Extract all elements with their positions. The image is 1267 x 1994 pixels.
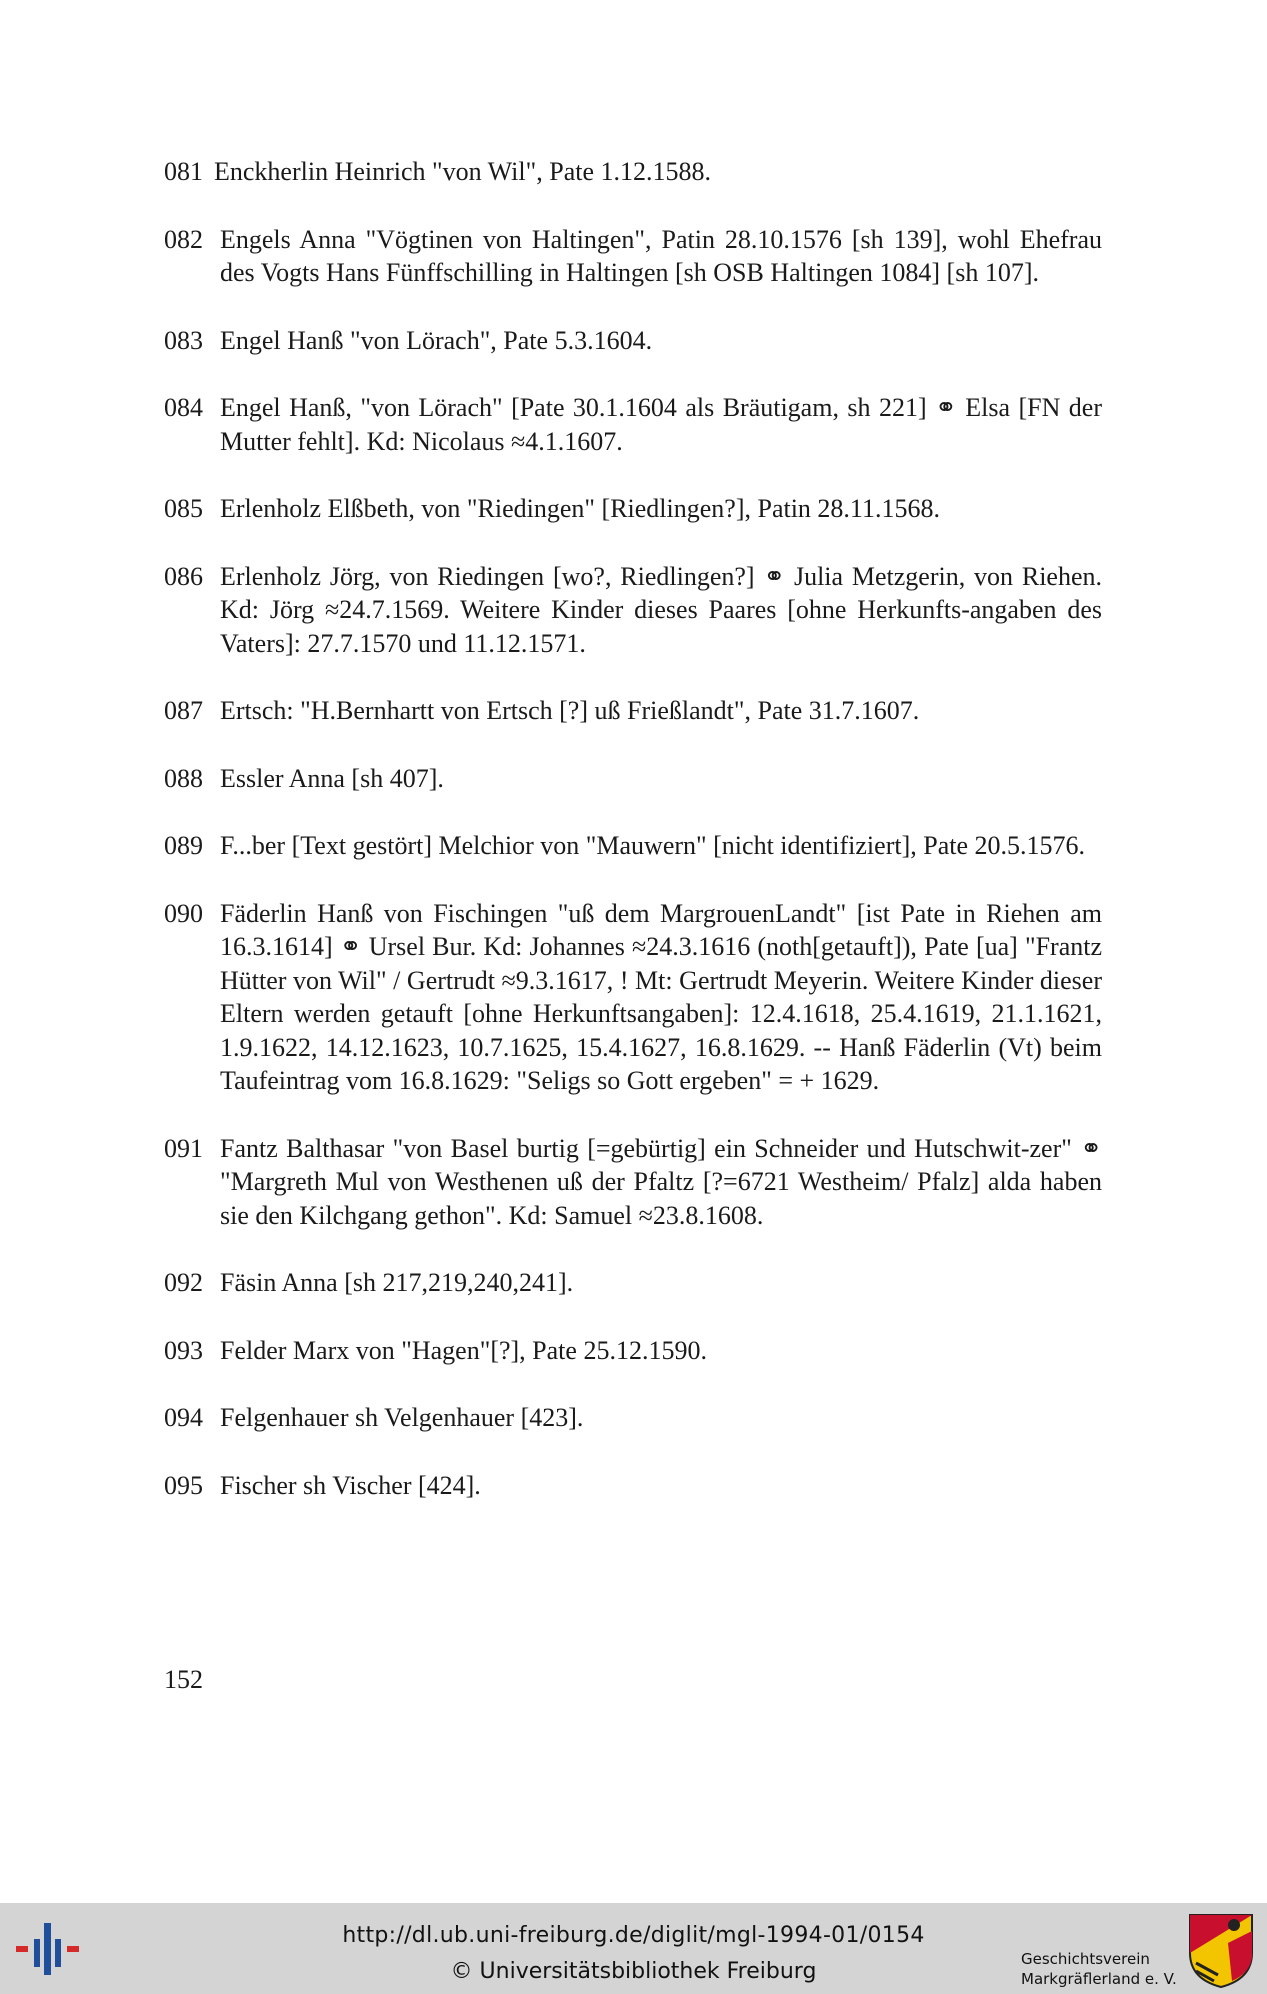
entry	[164, 1469, 1102, 1503]
document-url-link[interactable]: http://dl.ub.uni-freiburg.de/diglit/mgl-1994-01/0154	[342, 1923, 925, 1948]
entry-number: 086	[164, 561, 203, 591]
entry-number: 091	[164, 1133, 203, 1163]
page-number: 152	[164, 1665, 203, 1694]
entry	[164, 1401, 1102, 1435]
entry-text: Felder Marx von "Hagen"[?], Pate 25.12.1590.	[220, 1335, 707, 1365]
entry	[164, 1132, 1102, 1233]
society-name	[1021, 1949, 1177, 1989]
entry	[164, 155, 1102, 189]
entry-number: 094	[164, 1403, 203, 1432]
entry	[164, 391, 1102, 458]
entry-number: 084	[164, 393, 203, 422]
entry-number: 092	[164, 1268, 203, 1297]
entry-text: Erlenholz Jörg, von Riedingen [wo?, Riedlingen?] ⚭ Julia Metzgerin, von Riehen. Kd: Jörg ≈24.7.1569. Weitere Kinder dieses Paares [ohne Herkunfts-angaben des Vaters]: 27.7.1570 und 11.12.1571.	[220, 561, 1102, 658]
entry-text: Fantz Balthasar "von Basel burtig [=gebürtig] ein Schneider und Hutschwit-zer" ⚭ "Margreth Mul von Westhenen uß der Pfaltz [?=6721 Westheim/ Pfalz] alda haben sie den Kilchgang gethon". Kd: Samuel ≈23.8.1608.	[220, 1133, 1102, 1230]
entry-number: 082	[164, 224, 203, 254]
entry	[164, 897, 1102, 1098]
entry-text: Essler Anna [sh 407].	[220, 763, 444, 793]
entry-number: 095	[164, 1470, 203, 1500]
entry-number: 085	[164, 494, 203, 523]
entry-text: Fäsin Anna [sh 217,219,240,241].	[220, 1268, 574, 1297]
society-name-line2: Markgräflerland e. V.	[1021, 1970, 1177, 1988]
entry-number: 090	[164, 898, 203, 928]
footer-bar	[0, 1903, 1267, 1994]
entry-number: 089	[164, 831, 203, 860]
entry-text: Engel Hanß, "von Lörach" [Pate 30.1.1604 als Bräutigam, sh 221] ⚭ Elsa [FN der Mutter fehlt]. Kd: Nicolaus ≈4.1.1607.	[220, 393, 1102, 456]
entry	[164, 492, 1102, 526]
entry	[164, 762, 1102, 796]
entry	[164, 1334, 1102, 1368]
entry-text: Engel Hanß "von Lörach", Pate 5.3.1604.	[220, 325, 653, 355]
entry-text: Enckherlin Heinrich "von Wil", Pate 1.12.1588.	[214, 157, 711, 186]
entry-text: F...ber [Text gestört] Melchior von "Mauwern" [nicht identifiziert], Pate 20.5.1576.	[220, 831, 1085, 860]
entry-number: 083	[164, 325, 203, 355]
entry-text: Felgenhauer sh Velgenhauer [423].	[220, 1403, 584, 1432]
entry	[164, 694, 1102, 728]
entry	[164, 324, 1102, 358]
entry	[164, 223, 1102, 290]
coat-of-arms-icon[interactable]	[1188, 1913, 1254, 1989]
entry-text: Engels Anna "Vögtinen von Haltingen", Patin 28.10.1576 [sh 139], wohl Ehefrau des Vogts Hans Fünffschilling in Haltingen [sh OSB Haltingen 1084] [sh 107].	[220, 224, 1102, 287]
society-name-line1: Geschichtsverein	[1021, 1950, 1150, 1968]
entry-list	[164, 155, 1102, 1536]
entry	[164, 1266, 1102, 1300]
entry	[164, 560, 1102, 661]
entry-text: Fischer sh Vischer [424].	[220, 1470, 481, 1500]
entry-text: Erlenholz Elßbeth, von "Riedingen" [Riedlingen?], Patin 28.11.1568.	[220, 494, 940, 523]
entry-number: 081	[164, 157, 203, 186]
entry-text: Fäderlin Hanß von Fischingen "uß dem MargrouenLandt" [ist Pate in Riehen am 16.3.1614] ⚭ Ursel Bur. Kd: Johannes ≈24.3.1616 (noth[getauft]), Pate [ua] "Frantz Hütter von Wil" / Gertrudt ≈9.3.1617, ! Mt: Gertrudt Meyerin. Weitere Kinder dieser Eltern werden getauft [ohne Herkunftsangaben]: 12.4.1618, 25.4.1619, 21.1.1621, 1.9.1622, 14.12.1623, 10.7.1625, 15.4.1627, 16.8.1629. -- Hanß Fäderlin (Vt) beim Taufeintrag vom 16.8.1629: "Seligs so Gott ergeben" = + 1629.	[220, 898, 1102, 1095]
entry-number: 093	[164, 1335, 203, 1365]
copyright-text: © Universitätsbibliothek Freiburg	[450, 1959, 817, 1984]
entry-number: 087	[164, 696, 203, 725]
entry-text: Ertsch: "H.Bernhartt von Ertsch [?] uß Frießlandt", Pate 31.7.1607.	[220, 696, 920, 725]
entry	[164, 829, 1102, 863]
entry-number: 088	[164, 763, 203, 793]
